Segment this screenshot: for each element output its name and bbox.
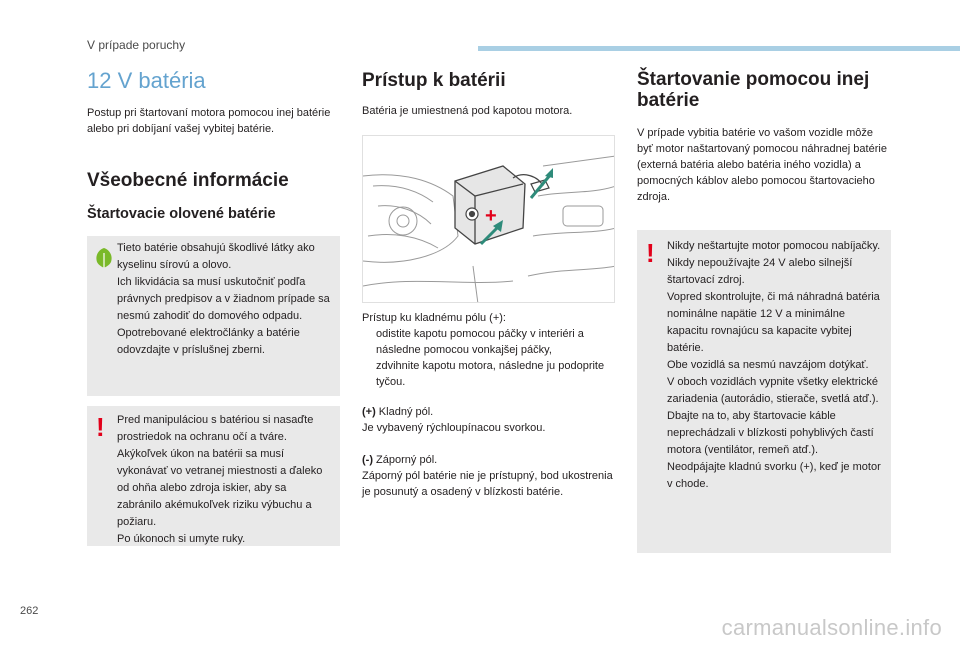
access-title: Prístup ku kladnému pólu (+): <box>362 312 506 324</box>
warning-line: Nikdy nepoužívajte 24 V alebo silnejší štartovací zdroj. <box>667 257 853 286</box>
column-battery-info <box>87 68 340 546</box>
warning-line: Akýkoľvek úkon na batérii sa musí vykonávať vo vetranej miestnosti a ďaleko od ohňa alebo zdroja iskier, aby sa zabránilo akémukoľvek riziku výbuchu a požiaru. <box>117 448 323 528</box>
watermark: carmanualsonline.info <box>721 615 942 640</box>
bullet-icon <box>362 358 370 390</box>
battery-location-text: Batéria je umiestnená pod kapotou motora. <box>362 105 573 117</box>
negative-label: (-) <box>362 454 373 466</box>
column-jump-start <box>637 68 891 553</box>
positive-pole-info <box>362 404 615 436</box>
engine-bay-illustration <box>362 135 615 303</box>
engine-bay-drawing <box>363 136 615 303</box>
access-step-text: zdvihnite kapotu motora, následne ju podoprite tyčou. <box>376 360 605 388</box>
warning-icon: ! <box>646 238 655 268</box>
eco-note-box <box>87 236 340 396</box>
leaf-icon <box>94 247 114 269</box>
bullet-icon <box>362 326 370 358</box>
warning-line: Po úkonoch si umyte ruky. <box>117 533 246 545</box>
warning-line: Vopred skontrolujte, či má náhradná batéria nominálne napätie 12 V a minimálne kapacitu rovnajúcu sa kapacite vybitej batérie. <box>667 291 880 354</box>
warning-line: Obe vozidlá sa nesmú navzájom dotýkať. <box>667 359 869 371</box>
jump-start-intro: V prípade vybitia batérie vo vašom vozidle môže byť motor naštartovaný pomocou náhradnej batérie (externá batéria alebo batéria iného vozidla) a pomocných káblov alebo pomocou štartovacieho zdroja. <box>637 127 887 203</box>
negative-pole-info <box>362 452 615 500</box>
access-step <box>362 326 615 358</box>
negative-detail: Záporný pól batérie nie je prístupný, bod ukostrenia je posunutý a osadený v blízkosti batérie. <box>362 470 613 498</box>
access-step-text: odistite kapotu pomocou páčky v interiéri a následne pomocou vonkajšej páčky, <box>376 328 584 356</box>
negative-text: Záporný pól. <box>373 454 438 466</box>
warning-line: Pred manipuláciou s batériou si nasaďte prostriedok na ochranu očí a tváre. <box>117 414 314 443</box>
eco-line: Opotrebované elektročlánky a batérie odovzdajte v príslušnej zberni. <box>117 327 300 356</box>
positive-text: Kladný pól. <box>375 406 434 418</box>
column-battery-access <box>362 68 615 119</box>
safety-warning-box <box>87 406 340 546</box>
warning-line: Dbajte na to, aby štartovacie káble neprechádzali v blízkosti pohyblivých častí motora (ventilátor, remeň atď.). <box>667 410 874 456</box>
header-accent-bar <box>478 46 960 51</box>
page-number: 262 <box>20 605 39 617</box>
positive-marker-icon: + <box>485 205 497 227</box>
battery-access-steps <box>362 310 615 500</box>
jump-start-heading: Štartovanie pomocou inej batérie <box>637 69 870 111</box>
positive-detail: Je vybavený rýchloupínacou svorkou. <box>362 422 546 434</box>
warning-icon: ! <box>96 412 105 442</box>
warning-line: Neodpájajte kladnú svorku (+), keď je motor v chode. <box>667 461 881 490</box>
warning-line: V oboch vozidlách vypnite všetky elektrické zariadenia (autorádio, stierače, svetlá atď.). <box>667 376 879 405</box>
jump-start-warning-box <box>637 230 891 553</box>
positive-label: (+) <box>362 406 376 418</box>
intro-text: Postup pri štartovaní motora pomocou inej batérie alebo pri dobíjaní vašej vybitej batérie. <box>87 107 331 135</box>
lead-acid-heading: Štartovacie olovené batérie <box>87 206 276 222</box>
battery-access-heading: Prístup k batérii <box>362 70 506 91</box>
general-info-heading: Všeobecné informácie <box>87 170 289 191</box>
access-step <box>362 358 615 390</box>
eco-line: Ich likvidácia sa musí uskutočniť podľa právnych predpisov a v žiadnom prípade sa nesmú zahodiť do domového odpadu. <box>117 276 330 322</box>
section-header: V prípade poruchy <box>87 38 186 52</box>
page-title: 12 V batéria <box>87 68 206 93</box>
warning-line: Nikdy neštartujte motor pomocou nabíjačky. <box>667 240 881 252</box>
eco-line: Tieto batérie obsahujú škodlivé látky ako kyselinu sírovú a olovo. <box>117 242 315 271</box>
